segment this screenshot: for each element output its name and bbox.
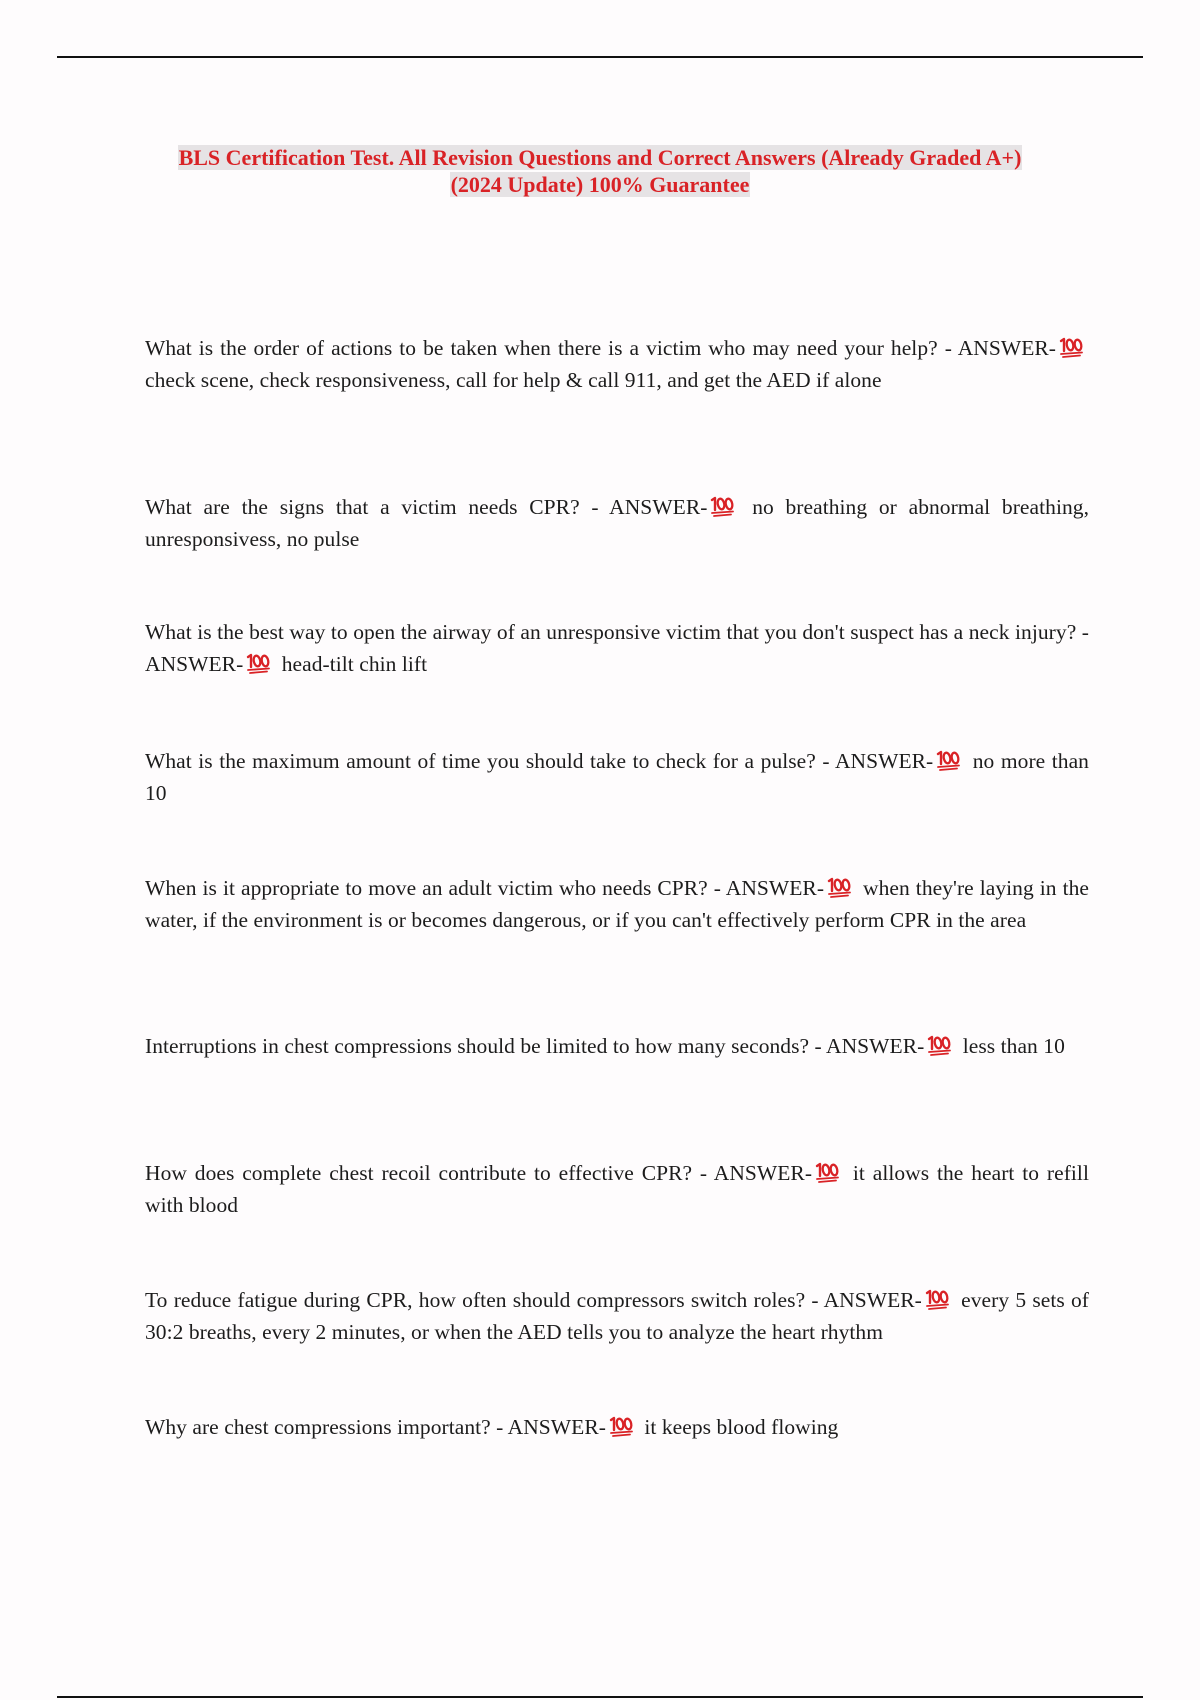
qa-item-7	[145, 1157, 1089, 1221]
answer-text: check scene, check responsiveness, call for help & call 911, and get the AED if alone	[145, 368, 882, 392]
answer-marker: ANSWER-	[725, 876, 825, 900]
answer-text: it allows the heart to refill with blood	[145, 1161, 1089, 1217]
hundred-points-icon	[709, 495, 736, 517]
hundred-points-icon	[1058, 336, 1085, 358]
qa-item-9	[145, 1411, 1089, 1443]
answer-text: head-tilt chin lift	[281, 652, 428, 676]
qa-item-5	[145, 872, 1089, 936]
answer-marker: ANSWER-	[834, 749, 934, 773]
hundred-points-icon	[924, 1288, 951, 1310]
hundred-points-icon	[608, 1415, 635, 1437]
question-text: What is the maximum amount of time you should take to check for a pulse? -	[145, 749, 830, 773]
question-text: To reduce fatigue during CPR, how often should compressors switch roles? -	[145, 1288, 819, 1312]
answer-marker: ANSWER-	[507, 1415, 606, 1439]
answer-marker: ANSWER-	[609, 495, 708, 519]
answer-text: less than 10	[962, 1034, 1065, 1058]
question-text: What is the order of actions to be taken when there is a victim who may need your help? -	[145, 336, 952, 360]
title-line-1: BLS Certification Test. All Revision Questions and Correct Answers (Already Graded A+)	[178, 145, 1022, 170]
title-line-2: (2024 Update) 100% Guarantee	[450, 172, 750, 197]
answer-text: no more than 10	[145, 749, 1089, 805]
hundred-points-icon	[926, 1034, 953, 1056]
answer-marker: ANSWER-	[713, 1161, 813, 1185]
answer-text: every 5 sets of 30:2 breaths, every 2 minutes, or when the AED tells you to analyze the heart rhythm	[145, 1288, 1089, 1344]
question-text: What is the best way to open the airway of an unresponsive victim that you don't suspect has a neck injury? -	[145, 620, 1089, 644]
document-title	[100, 144, 1100, 198]
hundred-points-icon	[826, 876, 853, 898]
question-text: When is it appropriate to move an adult victim who needs CPR? -	[145, 876, 721, 900]
question-text: Why are chest compressions important? -	[145, 1415, 504, 1439]
qa-item-1	[145, 332, 1089, 396]
answer-marker: ANSWER-	[957, 336, 1056, 360]
hundred-points-icon	[245, 652, 272, 674]
top-rule	[57, 56, 1143, 58]
question-text: How does complete chest recoil contribute to effective CPR? -	[145, 1161, 708, 1185]
answer-marker: ANSWER-	[826, 1034, 925, 1058]
bottom-rule	[57, 1696, 1143, 1698]
qa-item-3	[145, 616, 1089, 680]
answer-marker: ANSWER-	[145, 652, 244, 676]
hundred-points-icon	[814, 1161, 841, 1183]
qa-item-8	[145, 1284, 1089, 1348]
answer-text: no breathing or abnormal breathing, unresponsivess, no pulse	[145, 495, 1089, 551]
answer-marker: ANSWER-	[823, 1288, 922, 1312]
qa-item-2	[145, 491, 1089, 555]
question-text: What are the signs that a victim needs CPR? -	[145, 495, 599, 519]
hundred-points-icon	[935, 749, 962, 771]
qa-item-4	[145, 745, 1089, 809]
answer-text: when they're laying in the water, if the environment is or becomes dangerous, or if you can't effectively perform CPR in the area	[145, 876, 1089, 932]
qa-item-6	[145, 1030, 1089, 1062]
question-text: Interruptions in chest compressions should be limited to how many seconds? -	[145, 1034, 822, 1058]
answer-text: it keeps blood flowing	[644, 1415, 839, 1439]
